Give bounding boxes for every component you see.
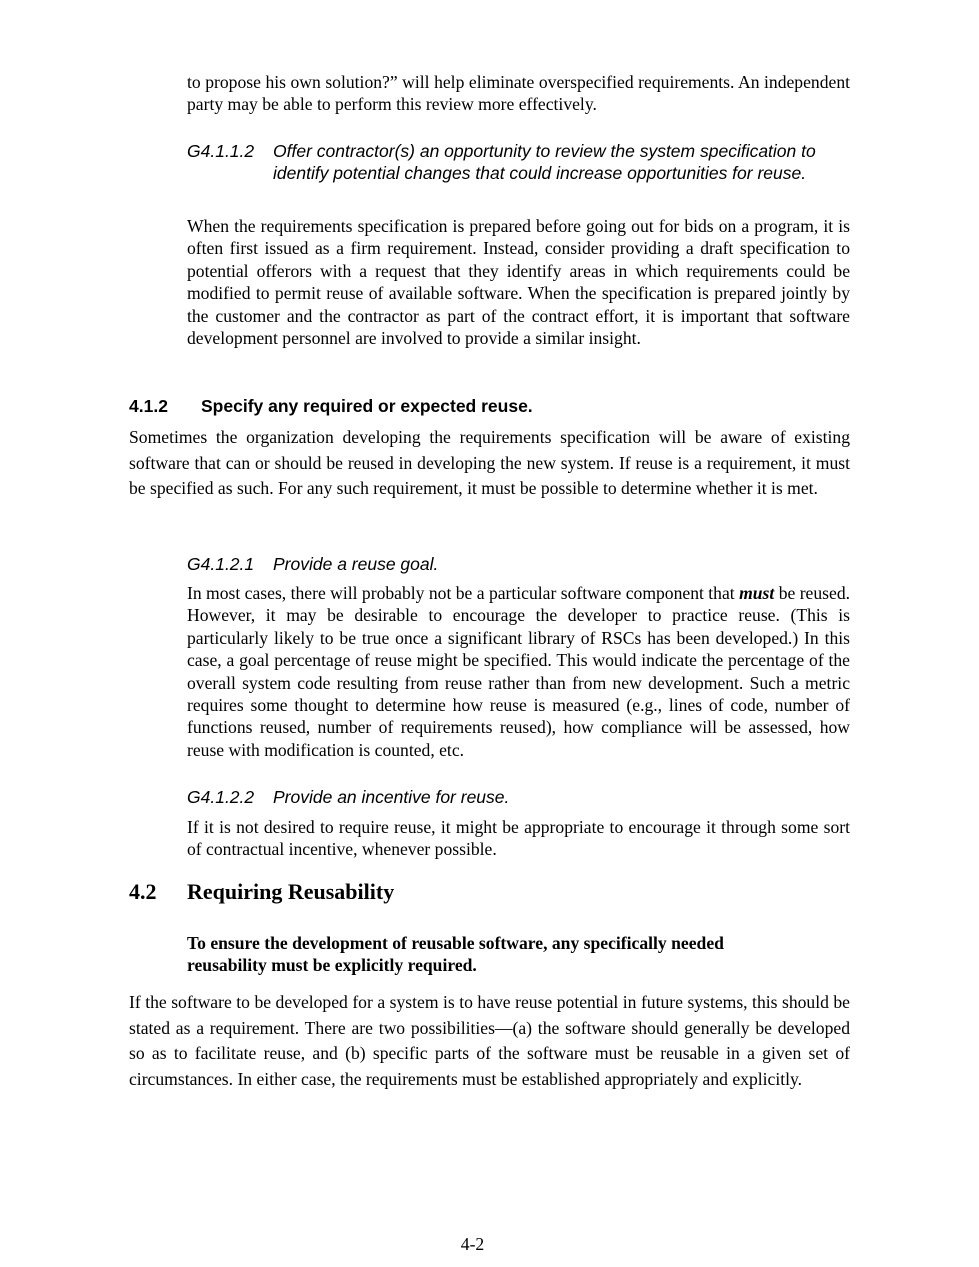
emphasis-text: must [739,583,775,603]
section-number: 4.1.2 [129,396,168,416]
section-412-heading [129,396,850,417]
section-42-heading [129,879,850,905]
page-number: 4-2 [460,1234,485,1254]
guideline-g4112-heading [187,140,850,184]
intro-paragraph: to propose his own solution?” will help eliminate overspecified requirements. An independent party may be able to perform this review more effectively. [187,72,850,115]
body-text: In most cases, there will probably not be a particular software component that [187,583,740,603]
guideline-g4121-body [187,582,850,761]
guideline-title: Provide a reuse goal. [273,554,439,574]
guideline-g4121-heading [187,553,850,575]
section-title: Specify any required or expected reuse. [201,396,533,416]
guideline-number: G4.1.2.2 [187,787,255,807]
guideline-g4112-body: When the requirements specification is prepared before going out for bids on a program, it is often first issued as a firm requirement. Instead, consider providing a draft specification to potential offerors with a request that they identify areas in which requirements could be modified to permit reuse of available software. When the specification is prepared jointly by the customer and the contractor as part of the contract effort, it is important that software development personnel are involved to provide a similar insight. [187,216,850,349]
guideline-g4122-body: If it is not desired to require reuse, it might be appropriate to encourage it through some sort of contractual incentive, whenever possible. [187,817,850,860]
section-title: Requiring Reusability [187,879,395,904]
section-42-callout: To ensure the development of reusable software, any specifically needed reusability must be explicitly required. [187,933,724,976]
guideline-number: G4.1.1.2 [187,141,255,161]
section-412-body: Sometimes the organization developing the requirements specification will be aware of existing software that can or should be reused in developing the new system. If reuse is a requirement, it must be specified as such. For any such requirement, it must be possible to determine whether it is met. [129,427,850,499]
guideline-number: G4.1.2.1 [187,554,255,574]
guideline-g4122-heading [187,786,850,808]
guideline-title: Provide an incentive for reuse. [273,787,510,807]
guideline-title: Offer contractor(s) an opportunity to review the system specification to identify potential changes that could increase opportunities for reuse. [273,141,816,183]
section-number: 4.2 [129,879,157,904]
section-42-body: If the software to be developed for a system is to have reuse potential in future systems, this should be stated as a requirement. There are two possibilities—(a) the software should generally be developed so as to facilitate reuse, and (b) specific parts of the software must be reusable in a given set of circumstances. In either case, the requirements must be established appropriately and explicitly. [129,992,850,1089]
body-text: be reused. However, it may be desirable to encourage the developer to practice reuse. (This is particularly likely to be true once a significant library of RSCs has been developed.) In this case, a goal percentage of reuse might be specified. This would indicate the percentage of the overall system code resulting from reuse rather than from new development. Such a metric requires some thought to determine how reuse is measured (e.g., lines of code, number of functions reused, number of requirements reused), how compliance will be assessed, how reuse with modification is counted, etc. [187,583,851,760]
